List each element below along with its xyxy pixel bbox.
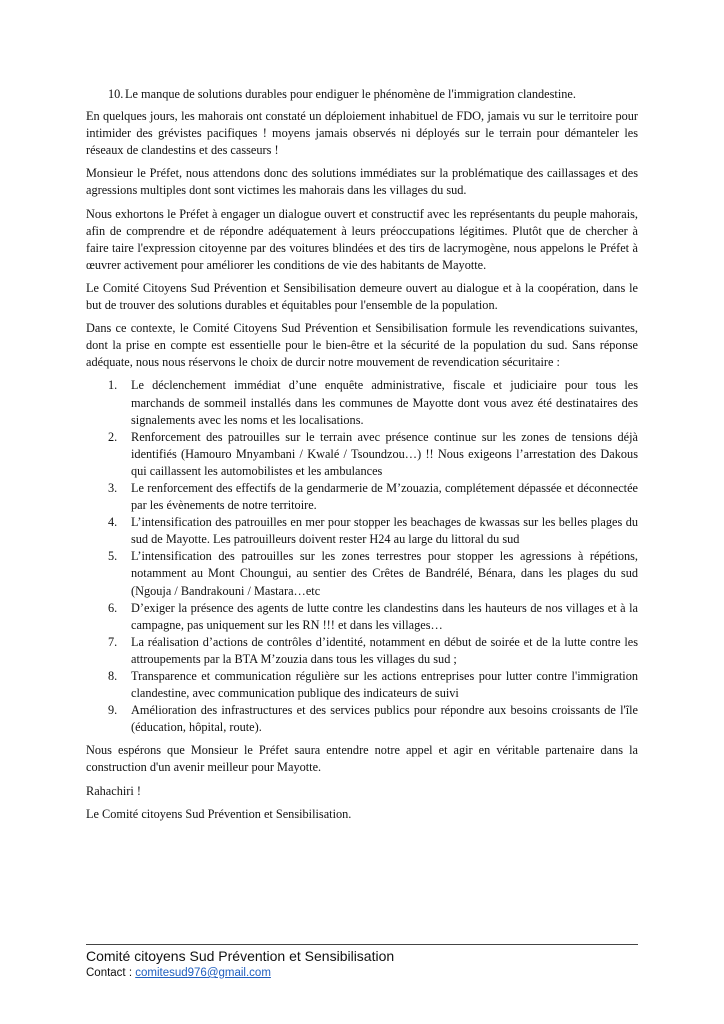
paragraph-closing: Nous espérons que Monsieur le Préfet saura entendre notre appel et agir en véritable partenaire dans la construction d'un avenir meilleur pour Mayotte.	[86, 743, 638, 775]
footer-divider	[86, 944, 638, 945]
list-item-text: Le manque de solutions durables pour endiguer le phénomène de l'immigration clandestine.	[125, 87, 576, 101]
paragraph-immediate-solutions: Monsieur le Préfet, nous attendons donc des solutions immédiates sur la problématique des caillassages et des agressions multiples dont sont victimes les mahorais dans les villages du sud.	[86, 166, 638, 198]
document-body	[86, 86, 638, 829]
list-item	[86, 548, 638, 599]
salutation: Rahachiri !	[86, 783, 141, 798]
list-item-number: 7.	[108, 634, 118, 649]
paragraph-committee-open: Le Comité Citoyens Sud Prévention et Sensibilisation demeure ouvert au dialogue et à la coopération, dans le but de trouver des solutions durables et équitables pour l'ensemble de la population.	[86, 280, 638, 313]
signature: Le Comité citoyens Sud Prévention et Sensibilisation.	[86, 806, 352, 821]
contact-label: Contact :	[86, 967, 136, 979]
footer-contact	[86, 965, 638, 981]
list-item-number: 4.	[108, 515, 118, 530]
list-item-number: 9.	[108, 703, 118, 718]
demands-list	[86, 377, 638, 736]
list-item-number: 2.	[108, 429, 118, 444]
list-item-number: 8.	[108, 669, 118, 683]
list-item	[86, 702, 638, 736]
list-item-number: 1.	[108, 378, 118, 393]
list-item-text: L’intensification des patrouilles en mer pour stopper les beachages de kwassas sur les belles plages du sud de Mayotte. Les patrouilleurs doivent rester H24 au large du littoral du sud	[131, 515, 638, 547]
list-item-text: Amélioration des infrastructures et des services publics pour répondre aux besoins croissants de l'île (éducation, hôpital, route).	[131, 703, 638, 735]
page-footer	[86, 944, 638, 981]
list-item-text: D’exiger la présence des agents de lutte contre les clandestins dans les hauteurs de nos villages et à la campagne, pas uniquement sur les RN !!! et dans les villages…	[131, 600, 638, 632]
list-item-number: 10.	[108, 87, 124, 101]
list-item-text: Transparence et communication régulière sur les actions entreprises pour lutter contre l'immigration clandestine, avec communication publique des indicateurs de suivi	[131, 669, 638, 701]
list-item-text: Renforcement des patrouilles sur le terrain avec présence continue sur les zones de tensions déjà identifiés (Hamouro Mnyambani / Kwalé / Tsoundzou…) !! Nous exigeons l’arrestation des Dakous qui caillassent les automobilistes et les ambulances	[131, 429, 638, 478]
list-item-text: La réalisation d’actions de contrôles d’identité, notamment en début de soirée et de la lutte contre les attroupements par la BTA M’zouzia dans tous les villages du sud ;	[131, 634, 638, 666]
paragraph-dialogue-call: Nous exhortons le Préfet à engager un dialogue ouvert et constructif avec les représentants du peuple mahorais, afin de comprendre et de répondre adéquatement à leurs préoccupations légitimes. Plutôt que de chercher à faire taire l'expression citoyenne par des voitures blindées et des tirs de lacrymogène, nous appelons le Préfet à œuvrer activement pour améliorer les conditions de vie des habitants de Mayotte.	[86, 206, 638, 272]
list-item-text: L’intensification des patrouilles sur les zones terrestres pour stopper les agressions à répétions, notamment au Mont Choungui, au sentier des Crêtes de Bandrélé, Bénara, dans les plages du sud (Ngouja / Bandrakouni / Mastara…etc	[131, 549, 638, 598]
list-item-text: Le renforcement des effectifs de la gendarmerie de M’zouazia, complétement dépassée et déconnectée par les évènements de notre territoire.	[131, 480, 638, 513]
list-item-10	[86, 86, 638, 103]
paragraph-fdo-deployment: En quelques jours, les mahorais ont constaté un déploiement inhabituel de FDO, jamais vu sur le territoire pour intimider des grévistes pacifiques ! moyens jamais observés ni déployés sur le terrain pour démanteler les réseaux de clandestins et des casseurs !	[86, 109, 638, 158]
list-item	[86, 480, 638, 514]
footer-organization: Comité citoyens Sud Prévention et Sensibilisation	[86, 948, 395, 964]
list-item	[86, 668, 638, 702]
list-item-number: 5.	[108, 549, 118, 564]
list-item-number: 6.	[108, 600, 118, 615]
email-link[interactable]: comitesud976@gmail.com	[135, 967, 271, 979]
list-item-number: 3.	[108, 480, 118, 495]
list-item	[86, 634, 638, 668]
paragraph-demands-intro: Dans ce contexte, le Comité Citoyens Sud Prévention et Sensibilisation formule les revendications suivantes, dont la prise en compte est essentielle pour le bien-être et la sécurité de la population du sud. Sans réponse adéquate, nous nous réservons le choix de durcir notre mouvement de revendication sécuritaire :	[86, 321, 638, 370]
list-item	[86, 514, 638, 548]
list-item	[86, 429, 638, 480]
list-item-text: Le déclenchement immédiat d’une enquête administrative, fiscale et judiciaire pour tous les marchands de sommeil installés dans les communes de Mayotte dont vous avez été destinataires des signalements avec les noms et les localisations.	[131, 378, 638, 427]
list-item	[86, 377, 638, 428]
list-item	[86, 600, 638, 634]
